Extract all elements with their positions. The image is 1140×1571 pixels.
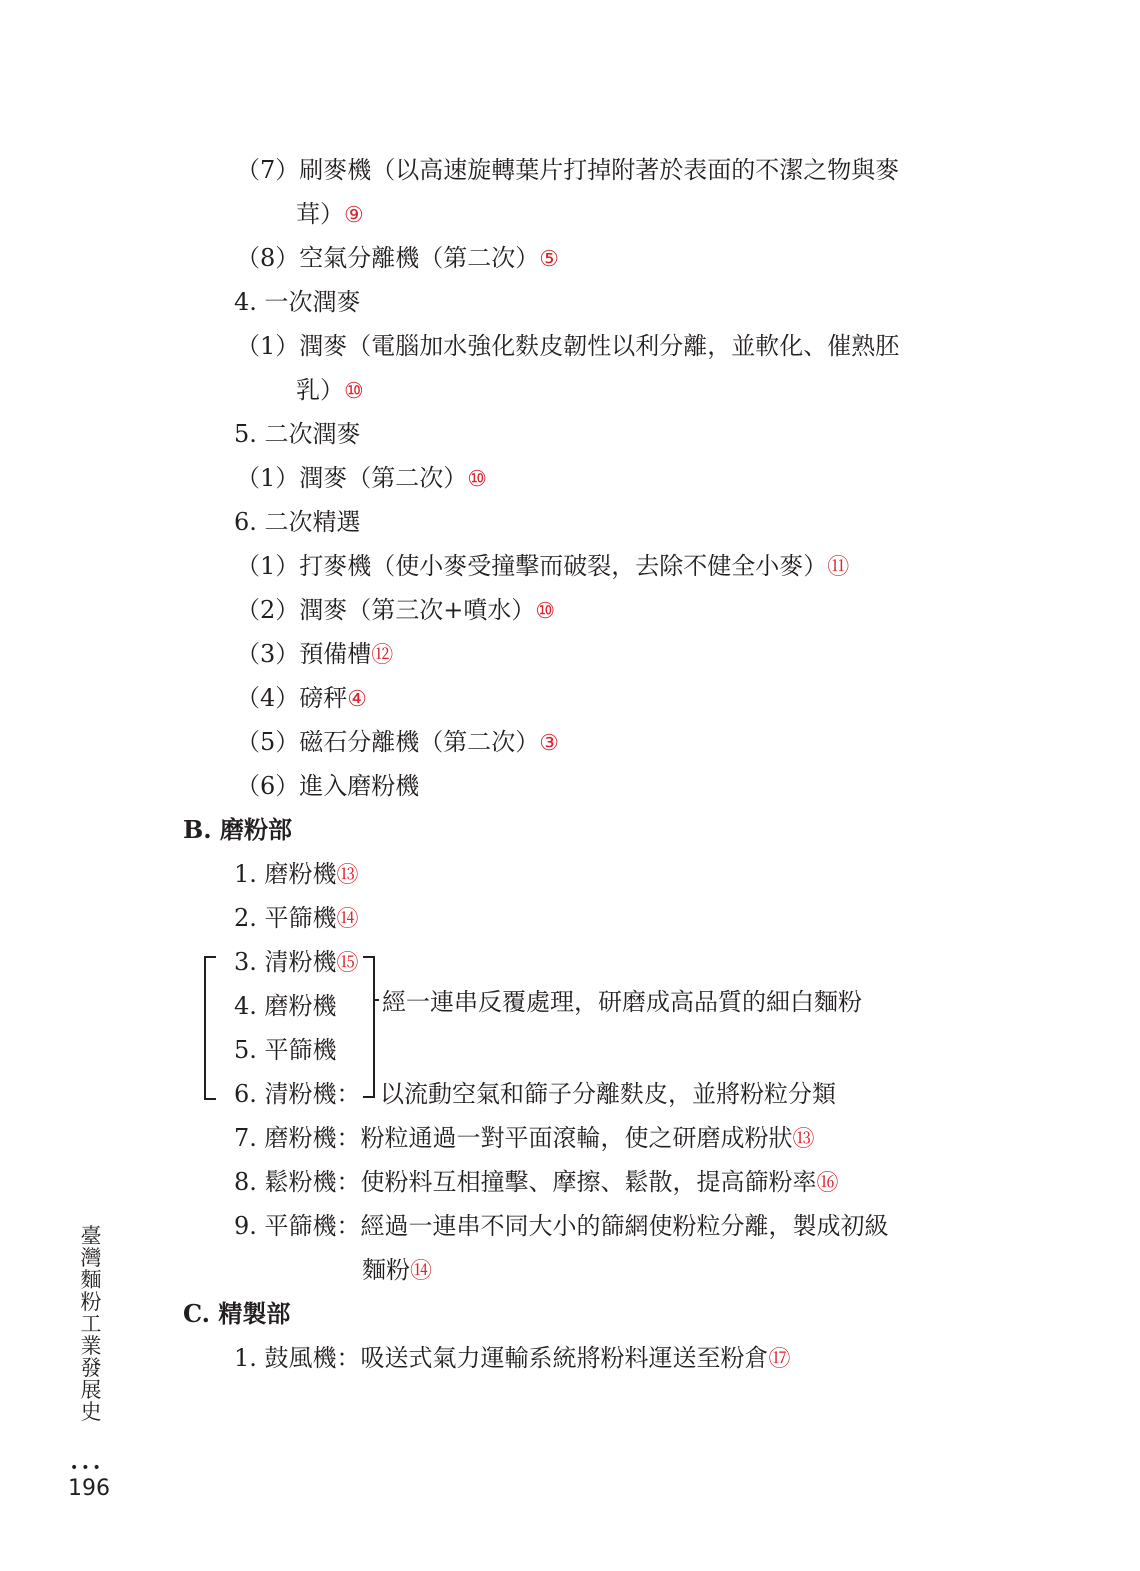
right-bracket-upper	[363, 956, 375, 1014]
bracket-tick	[373, 999, 379, 1001]
footnote-ref: ⑩	[535, 599, 556, 624]
bracket-note: 以流動空氣和篩子分離麩皮，並將粉粒分類	[380, 1080, 836, 1108]
footnote-ref: ⑪	[827, 555, 850, 580]
sidebar-char: 業	[80, 1334, 102, 1358]
footnote-ref: ③	[539, 731, 560, 756]
text-line: （7）刷麥機（以高速旋轉葉片打掉附著於表面的不潔之物與麥	[236, 156, 900, 184]
text-line: （8）空氣分離機（第二次）⑤	[236, 244, 560, 272]
footnote-ref: ⑯	[816, 1171, 839, 1196]
footnote-ref: ⑩	[344, 379, 364, 404]
sidebar-char: 發	[80, 1356, 102, 1380]
text-line: 8. 鬆粉機：使粉料互相撞擊、摩擦、鬆散，提高篩粉率⑯	[234, 1168, 839, 1196]
sidebar-char: 麵	[80, 1268, 102, 1292]
left-bracket	[204, 956, 216, 1100]
footnote-ref: ⑮	[336, 951, 359, 976]
text-line: （1）潤麥（第二次）⑩	[236, 464, 488, 492]
bracket-note: 經一連串反覆處理，研磨成高品質的細白麵粉	[382, 988, 862, 1016]
sidebar-char: 史	[80, 1400, 102, 1424]
text-line: 4. 磨粉機	[234, 992, 337, 1020]
right-bracket-lower	[363, 1012, 375, 1098]
subheading: 5. 二次潤麥	[234, 420, 361, 448]
footnote-ref: ⑨	[344, 203, 364, 228]
text-line: （1）打麥機（使小麥受撞擊而破裂，去除不健全小麥）⑪	[236, 552, 850, 580]
footnote-ref: ⑭	[336, 907, 359, 932]
text-line: （3）預備槽⑫	[236, 640, 394, 668]
sidebar-char: 灣	[80, 1246, 102, 1270]
text-line: （2）潤麥（第三次+噴水）⑩	[236, 596, 556, 624]
subheading: 6. 二次精選	[234, 508, 361, 536]
text-line: 麵粉⑭	[362, 1256, 433, 1284]
subheading: 4. 一次潤麥	[234, 288, 361, 316]
text-line: （1）潤麥（電腦加水強化麩皮韌性以利分離，並軟化、催熟胚	[236, 332, 900, 360]
text-line: 茸）⑨	[296, 200, 364, 228]
text-line: 2. 平篩機⑭	[234, 904, 359, 932]
footnote-ref: ⑰	[768, 1347, 791, 1372]
footnote-ref: ⑬	[792, 1127, 815, 1152]
book-title-vertical	[76, 1225, 106, 1423]
sidebar-char: 粉	[80, 1290, 102, 1314]
footnote-ref: ⑩	[467, 467, 488, 492]
sidebar-char: 臺	[80, 1224, 102, 1248]
footnote-ref: ⑬	[336, 863, 359, 888]
sidebar-char: 展	[80, 1378, 102, 1402]
footnote-ref: ⑤	[539, 247, 560, 272]
page-dots-decoration: •••	[70, 1460, 104, 1476]
footnote-ref: ④	[347, 687, 368, 712]
page-number: 196	[68, 1476, 110, 1501]
footnote-ref: ⑫	[371, 643, 394, 668]
text-line: （4）磅秤④	[236, 684, 368, 712]
text-line: 1. 磨粉機⑬	[234, 860, 359, 888]
text-line: 7. 磨粉機：粉粒通過一對平面滾輪，使之研磨成粉狀⑬	[234, 1124, 815, 1152]
text-line: 6. 清粉機：	[234, 1080, 361, 1108]
text-line: 1. 鼓風機：吸送式氣力運輸系統將粉料運送至粉倉⑰	[234, 1344, 791, 1372]
text-line: （5）磁石分離機（第二次）③	[236, 728, 560, 756]
section-heading: B. 磨粉部	[183, 815, 292, 844]
section-heading: C. 精製部	[183, 1299, 291, 1328]
text-line: 乳）⑩	[296, 376, 364, 404]
text-line: 3. 清粉機⑮	[234, 948, 359, 976]
text-line: （6）進入磨粉機	[236, 772, 420, 800]
text-line: 5. 平篩機	[234, 1036, 337, 1064]
sidebar-char: 工	[80, 1312, 102, 1336]
text-line: 9. 平篩機：經過一連串不同大小的篩網使粉粒分離，製成初級	[234, 1212, 889, 1240]
footnote-ref: ⑭	[410, 1259, 433, 1284]
